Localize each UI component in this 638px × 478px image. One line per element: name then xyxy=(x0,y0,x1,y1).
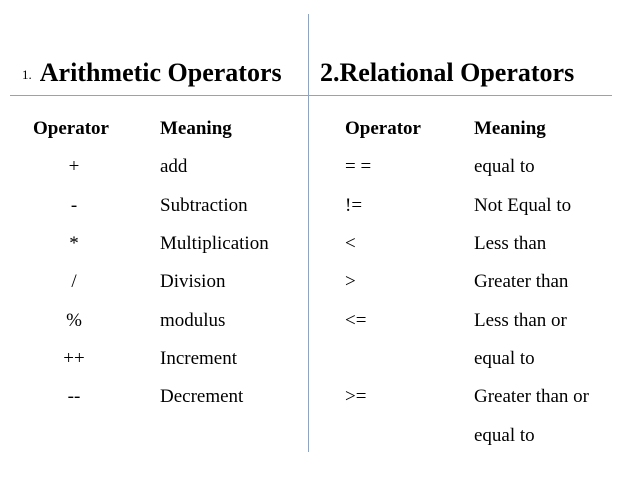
arithmetic-heading xyxy=(22,58,282,90)
arithmetic-meaning: Division xyxy=(160,271,226,292)
arithmetic-operator: ++ xyxy=(63,348,85,369)
relational-meaning: equal to xyxy=(474,348,535,369)
arithmetic-operator: % xyxy=(66,310,82,331)
arithmetic-heading-title: Arithmetic Operators xyxy=(39,58,282,87)
relational-header-meaning: Meaning xyxy=(474,118,546,139)
relational-heading: 2.Relational Operators xyxy=(320,58,575,87)
arithmetic-operator: / xyxy=(71,271,77,292)
arithmetic-operator: - xyxy=(70,195,78,216)
relational-meaning: equal to xyxy=(474,156,535,177)
arithmetic-meaning: Decrement xyxy=(160,386,244,407)
relational-operator: < xyxy=(345,233,356,254)
relational-header-operator: Operator xyxy=(345,118,421,139)
relational-meaning: equal to xyxy=(474,425,535,446)
arithmetic-header-meaning: Meaning xyxy=(160,118,232,139)
horizontal-divider xyxy=(10,95,612,96)
relational-operator: != xyxy=(345,195,363,216)
arithmetic-header-operator: Operator xyxy=(33,118,109,139)
relational-operator: <= xyxy=(345,310,367,331)
vertical-divider xyxy=(308,14,309,452)
arithmetic-operator: + xyxy=(68,156,80,177)
arithmetic-meaning: Subtraction xyxy=(160,195,248,216)
arithmetic-meaning: add xyxy=(160,156,188,177)
arithmetic-meaning: modulus xyxy=(160,310,226,331)
relational-meaning: Greater than xyxy=(474,271,569,292)
relational-meaning: Not Equal to xyxy=(474,195,572,216)
arithmetic-meaning: Multiplication xyxy=(160,233,269,254)
relational-meaning: Less than xyxy=(474,233,547,254)
arithmetic-operator: -- xyxy=(67,386,81,407)
relational-meaning: Less than or xyxy=(474,310,567,331)
arithmetic-meaning: Increment xyxy=(160,348,238,369)
relational-operator: = = xyxy=(345,156,372,177)
relational-meaning: Greater than or xyxy=(474,386,589,407)
relational-operator: > xyxy=(345,271,356,292)
arithmetic-operator: * xyxy=(69,233,79,254)
arithmetic-heading-number: 1. xyxy=(22,67,32,82)
relational-operator: >= xyxy=(345,386,367,407)
